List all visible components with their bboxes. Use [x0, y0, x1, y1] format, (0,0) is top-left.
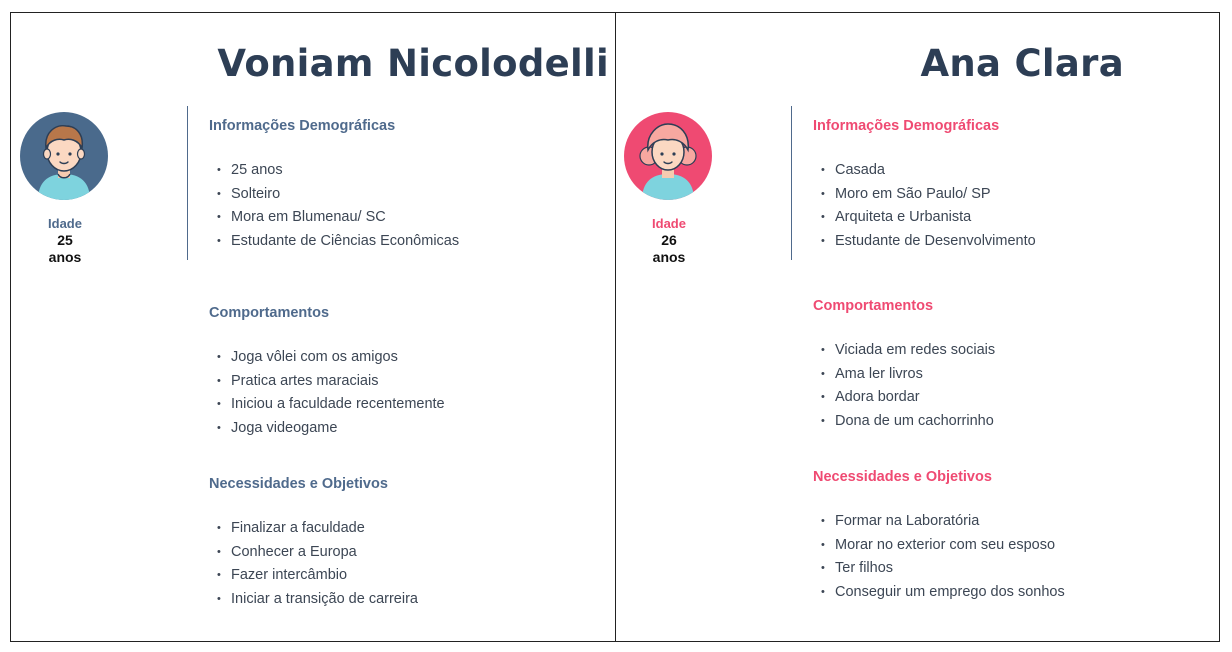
section-demographics — [813, 118, 1036, 253]
section-needs-goals — [813, 469, 1065, 604]
list-item: • 25 anos — [209, 159, 459, 183]
list-item: • Adora bordar — [813, 386, 995, 410]
list-item: • Viciada em redes sociais — [813, 339, 995, 363]
male-avatar-icon — [20, 112, 108, 200]
section-divider — [791, 106, 792, 260]
list-item: • Estudante de Ciências Econômicas — [209, 230, 459, 254]
section-divider — [187, 106, 188, 260]
list-item: • Ama ler livros — [813, 363, 995, 387]
list-item: • Estudante de Desenvolvimento — [813, 230, 1036, 254]
persona-card-ana-clara — [616, 12, 1220, 642]
list-item: • Morar no exterior com seu esposo — [813, 534, 1065, 558]
age-label: Idade — [48, 216, 82, 231]
list-item: • Conseguir um emprego dos sonhos — [813, 581, 1065, 605]
section-title: Informações Demográficas — [813, 118, 1000, 134]
list-item: • Iniciar a transição de carreira — [209, 588, 418, 612]
section-list — [813, 339, 995, 433]
age-block — [624, 215, 714, 266]
age-value: 26 — [661, 232, 677, 248]
list-item: • Moro em São Paulo/ SP — [813, 183, 1036, 207]
age-unit: anos — [48, 249, 82, 265]
persona-card-voniam — [10, 12, 615, 642]
persona-name: Ana Clara — [920, 42, 1124, 85]
section-list — [209, 517, 418, 611]
list-item: • Joga videogame — [209, 417, 445, 441]
section-title: Necessidades e Objetivos — [813, 469, 992, 485]
section-list — [209, 159, 459, 253]
section-title: Informações Demográficas — [209, 118, 396, 134]
section-title: Comportamentos — [813, 298, 934, 314]
list-item: • Formar na Laboratória — [813, 510, 1065, 534]
list-item: • Iniciou a faculdade recentemente — [209, 393, 445, 417]
section-demographics — [209, 118, 459, 253]
section-list — [209, 346, 445, 440]
list-item: • Mora em Blumenau/ SC — [209, 206, 459, 230]
section-behaviors — [209, 305, 445, 440]
female-avatar-icon — [624, 112, 712, 200]
list-item: • Ter filhos — [813, 557, 1065, 581]
list-item: • Arquiteta e Urbanista — [813, 206, 1036, 230]
age-label: Idade — [652, 216, 686, 231]
section-needs-goals — [209, 476, 418, 611]
list-item: • Pratica artes maraciais — [209, 370, 445, 394]
section-title: Comportamentos — [209, 305, 330, 321]
section-behaviors — [813, 298, 995, 433]
list-item: • Fazer intercâmbio — [209, 564, 418, 588]
list-item: • Casada — [813, 159, 1036, 183]
list-item: • Dona de um cachorrinho — [813, 410, 995, 434]
list-item: • Joga vôlei com os amigos — [209, 346, 445, 370]
list-item: • Finalizar a faculdade — [209, 517, 418, 541]
persona-name: Voniam Nicolodelli — [217, 42, 609, 85]
section-title: Necessidades e Objetivos — [209, 476, 388, 492]
age-block — [20, 215, 110, 266]
list-item: • Solteiro — [209, 183, 459, 207]
section-list — [813, 510, 1065, 604]
section-list — [813, 159, 1036, 253]
age-unit: anos — [652, 249, 686, 265]
age-value: 25 — [57, 232, 73, 248]
list-item: • Conhecer a Europa — [209, 541, 418, 565]
